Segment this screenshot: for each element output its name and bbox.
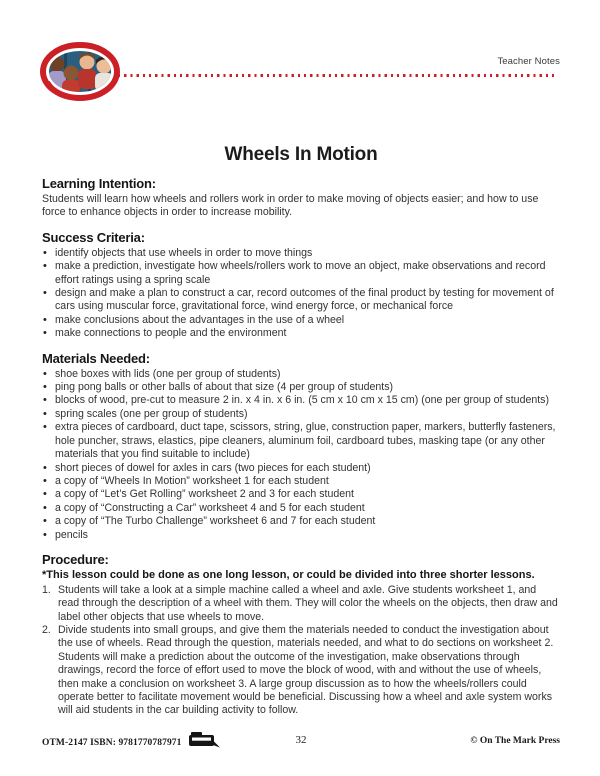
- success-criteria-item: • make connections to people and the environment: [42, 327, 560, 340]
- step-number: 2.: [42, 623, 51, 636]
- success-criteria-list: [42, 247, 560, 341]
- learning-intention-body: Students will learn how wheels and rollers work in order to make moving of objects easier; and how to use force to enhance objects in order to increase mobility.: [42, 193, 539, 219]
- materials-needed-item: • spring scales (one per group of students): [42, 408, 560, 421]
- materials-needed-item: • blocks of wood, pre-cut to measure 2 in. x 4 in. x 6 in. (5 cm x 10 cm x 15 cm) (one per group of students): [42, 394, 560, 407]
- materials-needed-item: • short pieces of dowel for axles in cars (two pieces for each student): [42, 462, 560, 475]
- materials-needed-item: • pencils: [42, 529, 560, 542]
- procedure-step: [42, 584, 560, 624]
- success-criteria-item: • make a prediction, investigate how wheels/rollers work to move an object, make observations and record effort ratings using a spring scale: [42, 260, 560, 287]
- learning-intention-heading: Learning Intention:: [42, 176, 156, 191]
- teacher-notes-label: Teacher Notes: [497, 56, 560, 67]
- materials-needed-list: [42, 368, 560, 542]
- materials-needed-item: • a copy of “Constructing a Car” worksheet 4 and 5 for each student: [42, 502, 560, 515]
- materials-needed-item: • a copy of “The Turbo Challenge” worksheet 6 and 7 for each student: [42, 515, 560, 528]
- materials-needed-heading: Materials Needed:: [42, 350, 150, 366]
- procedure-note: *This lesson could be done as one long lesson, or could be divided into three shorter lessons.: [42, 568, 535, 581]
- materials-needed-item: • shoe boxes with lids (one per group of students): [42, 368, 560, 381]
- materials-needed-item: • a copy of “Let’s Get Rolling” worksheet 2 and 3 for each student: [42, 488, 560, 501]
- copyright-label: © On The Mark Press: [470, 736, 560, 746]
- dotted-divider: [118, 74, 558, 77]
- materials-needed-item: • ping pong balls or other balls of about that size (4 per group of students): [42, 381, 560, 394]
- success-criteria-heading: Success Criteria:: [42, 229, 145, 245]
- procedure-step-list: [42, 584, 560, 718]
- product-code-isbn: OTM-2147 ISBN: 9781770787971: [42, 738, 182, 748]
- page-title: Wheels In Motion: [224, 144, 378, 165]
- publisher-kids-photo-logo-icon: [40, 42, 120, 102]
- page-number: 32: [295, 734, 307, 746]
- materials-needed-item: • extra pieces of cardboard, duct tape, scissors, string, glue, construction paper, markers, butterfly fasteners, hole puncher, straws, elastics, pipe cleaners, aluminum foil, cardboard tubes, masking tape (or any other materials that you find suitable to include): [42, 421, 560, 461]
- step-text: Divide students into small groups, and give them the materials needed to conduct the investigation about the use of wheels. Read through the question, materials needed, and what to do sections on worksheet 2. Students will make a prediction about the outcome of the investigation, make observations through drawings, record the force of effort used to move the block of wood, with and without the use of wheels, then make a conclusion on worksheet 3. A large group discussion as to how the wheels/rollers could operate better to facilitate movement would be beneficial. Discussing how a wheel and axle system works will aid students in the car building activity to follow.: [58, 623, 554, 717]
- procedure-heading: Procedure:: [42, 551, 109, 567]
- page-footer: [42, 728, 560, 748]
- page-header: [42, 42, 560, 104]
- step-number: 1.: [42, 583, 51, 596]
- success-criteria-item: • design and make a plan to construct a car, record outcomes of the final product by testing for movement of cars using muscular force, gravitational force, wind energy force, or mechanical force: [42, 287, 560, 314]
- procedure-step: [42, 624, 560, 718]
- success-criteria-item: • identify objects that use wheels in order to move things: [42, 247, 560, 260]
- step-text: Students will take a look at a simple machine called a wheel and axle. Give students worksheet 1, and read through the description of a wheel with them. They will color the wheels on the objects, then draw and label other objects that use wheels to move.: [58, 583, 558, 623]
- materials-needed-item: • a copy of “Wheels In Motion” worksheet 1 for each student: [42, 475, 560, 488]
- success-criteria-item: • make conclusions about the advantages in the use of a wheel: [42, 314, 560, 327]
